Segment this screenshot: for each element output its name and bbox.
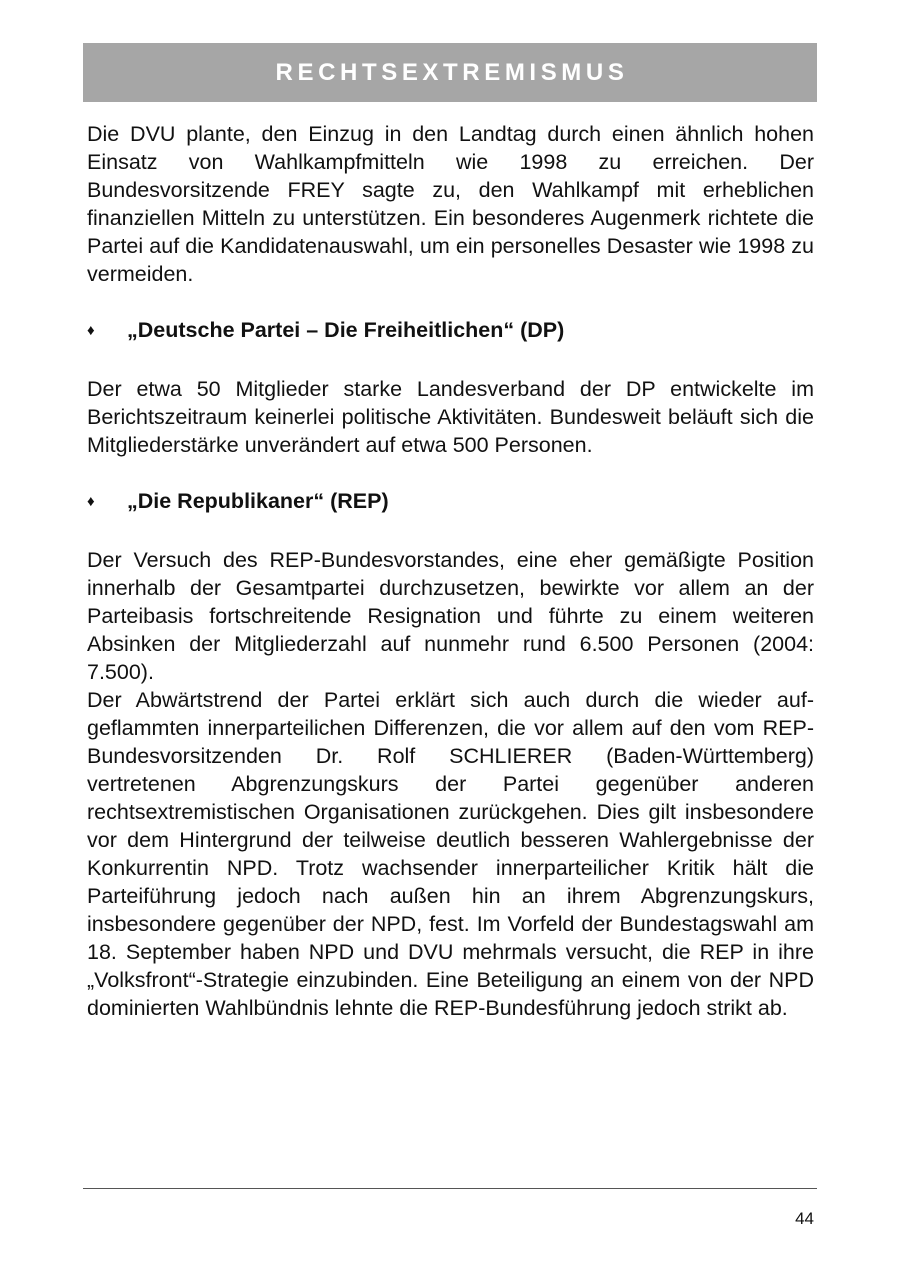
- dp-heading-text: „Deutsche Partei – Die Freiheitlichen“ (DP): [127, 318, 565, 342]
- page-number: 44: [795, 1209, 814, 1228]
- dp-paragraph: Der etwa 50 Mitglieder starke Landesverband der DP entwickelte im Berichtszeitraum keinerlei politische Aktivitäten. Bundesweit beläuft sich die Mitgliederstärke unverändert auf etwa 500 Personen.: [87, 377, 814, 457]
- rep-paragraph-1: Der Versuch des REP-Bundesvorstandes, eine eher gemäßigte Position innerhalb der Gesamtpartei durchzusetzen, bewirkte vor allem an der Parteibasis fortschreitende Resignation und führte zu einem weiteren Absinken der Mitgliederzahl auf nunmehr rund 6.500 Personen (2004: 7.500).: [87, 548, 814, 684]
- diamond-bullet-icon: ♦: [87, 322, 95, 339]
- spacer: [87, 288, 814, 316]
- diamond-bullet-icon: ♦: [87, 493, 95, 510]
- section-header-bar: [83, 43, 817, 102]
- intro-paragraph: Die DVU plante, den Einzug in den Landtag durch einen ähnlich hohen Einsatz von Wahlkampfmitteln wie 1998 zu erreichen. Der Bundesvorsitzende FREY sagte zu, den Wahlkampf mit erheblichen finanziellen Mitteln zu unterstützen. Ein besonderes Augenmerk richtete die Partei auf die Kandidatenauswahl, um ein personelles Desaster wie 1998 zu vermeiden.: [87, 122, 814, 286]
- spacer: [87, 459, 814, 487]
- rep-paragraph-2: Der Abwärtstrend der Partei erklärt sich auch durch die wieder aufgeflammten innerparteilichen Differenzen, die vor allem auf den vom REP-Bundesvorsitzenden Dr. Rolf SCHLIERER (Baden-Württemberg) vertretenen Abgrenzungskurs der Partei gegenüber anderen rechtsextremistischen Organisationen zurückgehen. Dies gilt insbesondere vor dem Hintergrund der teilweise deutlich besseren Wahlergebnisse der Konkurrentin NPD. Trotz wachsender innerparteilicher Kritik hält die Parteiführung jedoch nach außen hin an ihrem Abgrenzungskurs, insbesondere gegenüber der NPD, fest. Im Vorfeld der Bundestagswahl am 18. September haben NPD und DVU mehrmals versucht, die REP in ihre „Volksfront“-Strategie einzubinden. Eine Beteiligung an einem von der NPD dominierten Wahlbündnis lehnte die REP-Bundesführung jedoch strikt ab.: [87, 688, 814, 1020]
- rep-heading-text: „Die Republikaner“ (REP): [127, 489, 389, 513]
- spacer: [87, 347, 814, 375]
- rep-heading: [87, 487, 814, 518]
- section-title: RECHTSEXTREMISMUS: [275, 58, 629, 86]
- dp-heading: [87, 316, 814, 347]
- footer-divider: [83, 1188, 817, 1189]
- page-content: [87, 120, 814, 1022]
- spacer: [87, 518, 814, 546]
